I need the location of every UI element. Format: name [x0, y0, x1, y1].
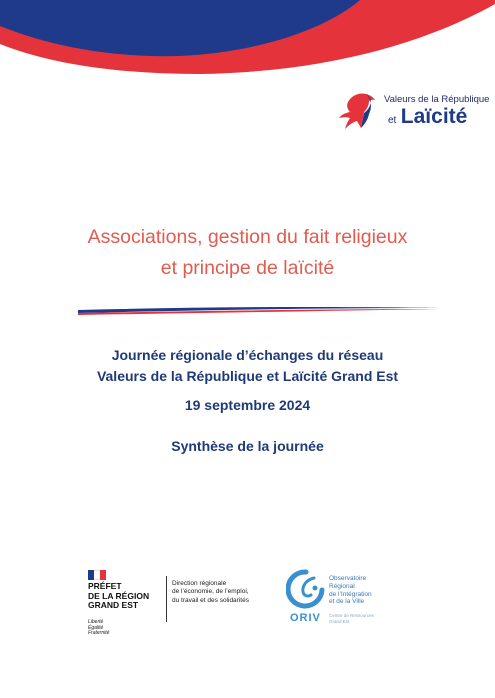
title-line-2: et principe de laïcité — [160, 257, 335, 279]
title-divider — [78, 303, 440, 315]
logo-line-1: Valeurs de la République — [384, 94, 490, 105]
oriv-centre-text: Centre de Ressources Grand Est — [329, 613, 374, 624]
event-date: 19 septembre 2024 — [184, 397, 311, 413]
title-line-1: Associations, gestion du fait religieux — [87, 226, 408, 248]
header-wave-band — [0, 0, 495, 90]
valeurs-republique-laicite-logo — [336, 88, 490, 136]
logo-laicite: Laïcité — [400, 105, 468, 128]
oriv-logo — [286, 568, 396, 632]
subtitle-line-1: Journée régionale d’échanges du réseau — [111, 347, 384, 363]
prefet-separator — [166, 576, 167, 622]
logo-line-2 — [388, 105, 467, 129]
republic-motto: Liberté Égalité Fraternité — [88, 619, 110, 636]
french-flag-icon — [88, 570, 106, 580]
direction-regionale-text: Direction régionale de l’économie, de l’emploi, du travail et des solidarités — [172, 580, 249, 604]
oriv-acronym: ORIV — [290, 612, 321, 624]
oriv-swirl-icon — [286, 568, 326, 610]
marianne-icon — [336, 88, 382, 136]
prefet-name: PRÉFET DE LA RÉGION GRAND EST — [88, 581, 150, 610]
logo-et: et — [388, 115, 397, 126]
prefet-region-logo — [88, 570, 263, 636]
document-title — [0, 222, 495, 284]
oriv-full-name: Observatoire Régional de l’Intégration et de la Ville — [329, 575, 372, 606]
event-subtitle — [0, 345, 495, 387]
synthese-heading: Synthèse de la journée — [171, 438, 324, 454]
subtitle-line-2: Valeurs de la République et Laïcité Grand Est — [96, 368, 399, 384]
